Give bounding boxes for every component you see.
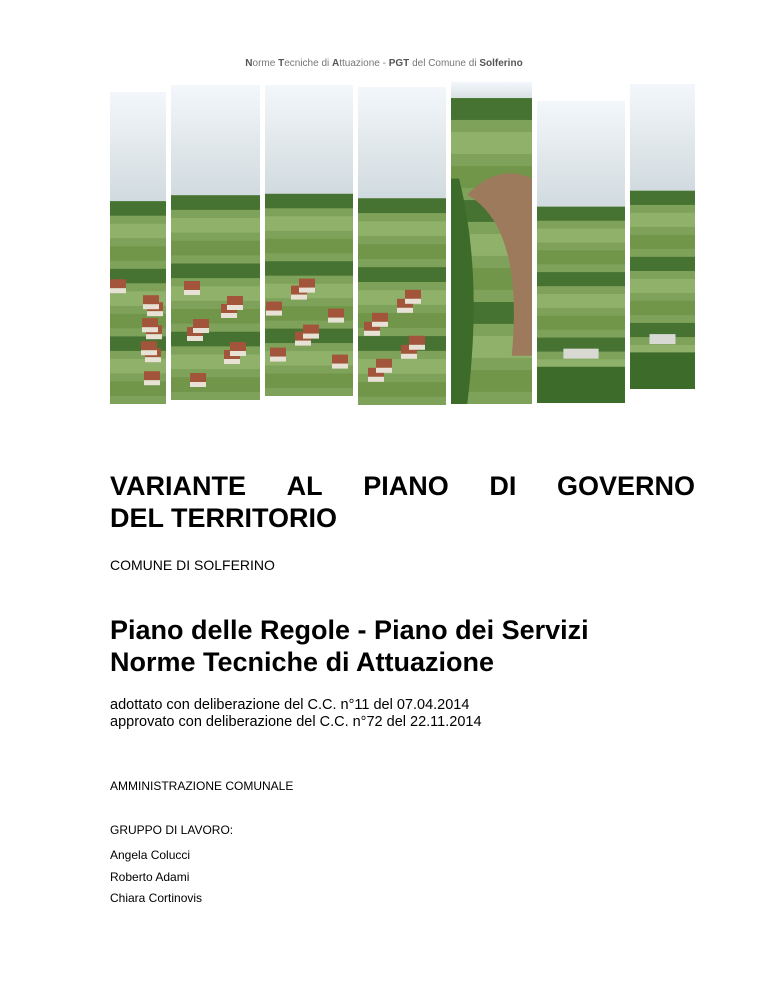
work-group-label: GRUPPO DI LAVORO: — [110, 823, 234, 837]
title-word: AL — [286, 471, 323, 501]
work-group-member: Roberto Adami — [110, 869, 190, 884]
photo-strip — [451, 82, 532, 404]
adoption-info — [110, 697, 482, 731]
header-part: PGT — [388, 58, 410, 69]
photo-strip — [171, 85, 260, 400]
subtitle-line-1: Piano delle Regole - Piano dei Servizi — [110, 615, 589, 645]
document-title — [110, 470, 695, 534]
title-word: VARIANTE — [110, 471, 247, 501]
approved-line: approvato con deliberazione del C.C. n°72 del 22.11.2014 — [110, 714, 482, 730]
title-word: DI — [489, 471, 517, 501]
header-part: T — [278, 58, 285, 69]
photo-strip — [265, 85, 353, 396]
title-word: GOVERNO — [556, 471, 695, 501]
title-line-1 — [110, 470, 695, 502]
header-part: A — [332, 58, 340, 69]
title-line-2: DEL TERRITORIO — [110, 503, 338, 533]
adopted-line: adottato con deliberazione del C.C. n°11 del 07.04.2014 — [110, 697, 470, 713]
header-part: ttuazione - — [339, 58, 389, 69]
header-part: orme — [252, 58, 279, 69]
cover-photo-strips — [0, 0, 768, 420]
header-part: del Comune di — [409, 58, 480, 69]
work-group-members — [110, 845, 202, 910]
photo-strip — [358, 87, 446, 405]
work-group-member: Angela Colucci — [110, 848, 191, 862]
title-word: PIANO — [363, 471, 449, 501]
municipality-name: COMUNE DI SOLFERINO — [110, 557, 275, 573]
photo-strip — [537, 101, 625, 403]
document-subtitle — [110, 614, 589, 678]
subtitle-line-2: Norme Tecniche di Attuazione — [110, 647, 495, 677]
header-part: N — [245, 58, 253, 69]
administration-label: AMMINISTRAZIONE COMUNALE — [110, 779, 294, 793]
photo-strip — [110, 92, 166, 404]
header-part: Solferino — [479, 58, 523, 69]
photo-strip — [630, 84, 695, 389]
work-group-member: Chiara Cortinovis — [110, 891, 203, 905]
header-part: ecniche di — [284, 58, 333, 69]
